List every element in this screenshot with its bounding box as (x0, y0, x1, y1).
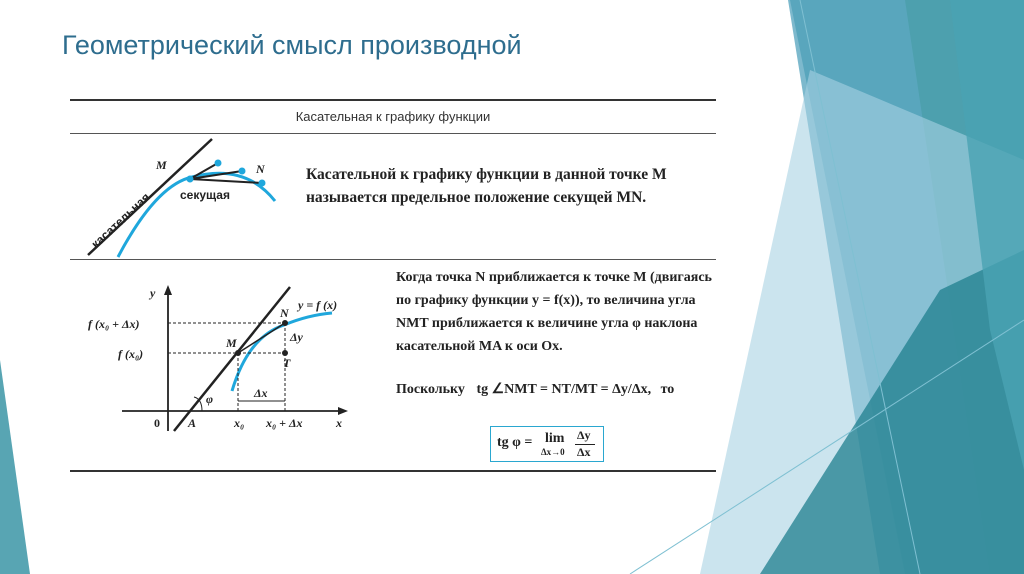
point-n2-dot (282, 320, 288, 326)
fx0-label: f (x₀) (118, 347, 144, 361)
tangent-label: касательная (88, 190, 153, 252)
point-n2-label: N (280, 306, 289, 320)
figure-derivative (88, 285, 348, 431)
point-t-label: T (283, 356, 291, 370)
secant-mn (238, 323, 285, 353)
point-n-label: N (256, 162, 265, 176)
point-m2-label: M (226, 336, 237, 350)
since-suffix: то (660, 382, 675, 397)
limit-lhs: tg φ = (497, 435, 533, 450)
point-dot-2 (215, 160, 222, 167)
since-line (396, 381, 674, 398)
since-formula: tg ∠NMT = NT/MT = Δy/Δx, (476, 382, 652, 397)
y-axis-label: y (150, 286, 156, 300)
dy-label: Δy (290, 330, 303, 344)
limit-den: Δx (577, 445, 591, 459)
origin-label: 0 (154, 416, 160, 430)
tangent-line-ma (174, 287, 290, 431)
point-m-dot (187, 176, 194, 183)
table-header: Касательная к графику функции (70, 101, 716, 134)
limit-op: lim (545, 431, 565, 446)
function-curve (118, 173, 275, 257)
definition-text: Касательной к графику функции в данной точке M называется предельное положение секущей MN. (306, 166, 667, 206)
figure-tangent-secant (88, 139, 275, 257)
fx0dx-label: f (x₀ + Δx) (88, 317, 140, 331)
y-axis-arrow (164, 285, 172, 295)
point-m-label: M (156, 158, 167, 172)
explanation-text: Когда точка N приближается к точке M (двигаясь по графику функции y = f(x)), то величина угла NMT приближается к величине угла φ наклона касательной MA к оси Ox. (396, 270, 712, 354)
point-dot-3 (239, 168, 246, 175)
slide-title: Геометрический смысл производной (62, 30, 522, 60)
secant-label: секущая (180, 188, 230, 202)
x-axis-arrow (338, 407, 348, 415)
bg-shape-left (0, 360, 30, 574)
x0-label: x₀ (234, 416, 245, 430)
limit-num: Δy (577, 428, 591, 442)
x-axis-label: x (336, 416, 342, 430)
point-m2-dot (235, 350, 241, 356)
point-a-label: A (188, 416, 197, 430)
content-table (70, 99, 716, 472)
limit-sub: Δx→0 (541, 447, 565, 457)
limit-formula-box (490, 426, 604, 462)
since-prefix: Поскольку (396, 382, 465, 397)
x0dx-label: x₀ + Δx (266, 416, 303, 430)
dx-label: Δx (254, 386, 268, 400)
point-n-dot (259, 180, 266, 187)
curve-label: y = f (x) (298, 298, 338, 312)
phi-label: φ (206, 392, 214, 406)
